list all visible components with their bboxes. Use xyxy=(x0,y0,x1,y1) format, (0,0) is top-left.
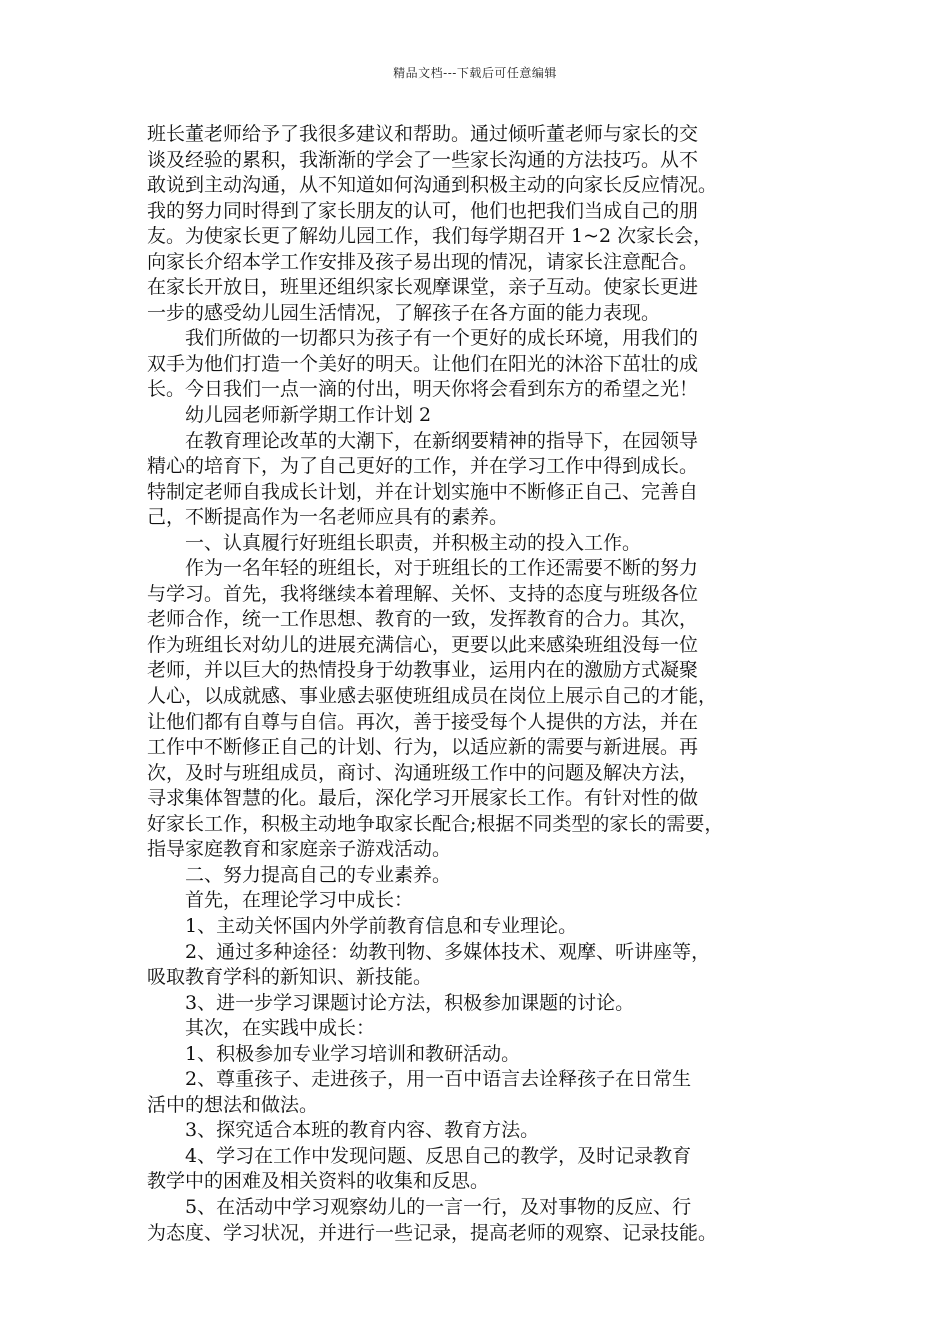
section-heading: 二、努力提高自己的专业素养。 xyxy=(147,863,452,886)
document-body xyxy=(147,122,823,1246)
text-line: 在教育理论改革的大潮下，在新纲要精神的指导下，在园领导 xyxy=(147,429,699,452)
text-line: 寻求集体智慧的化。最后，深化学习开展家长工作。有针对性的做 xyxy=(147,787,699,810)
text-line: 友。为使家长更了解幼儿园工作，我们每学期召开 1~2 次家长会， xyxy=(147,225,713,248)
text-line: 吸取教育学科的新知识、新技能。 xyxy=(147,966,433,989)
text-line: 在家长开放日，班里还组织家长观摩课堂，亲子互动。使家长更进 xyxy=(147,276,699,299)
text-line: 谈及经验的累积，我渐渐的学会了一些家长沟通的方法技巧。从不 xyxy=(147,148,699,171)
text-line: 老师，并以巨大的热情投身于幼教事业，运用内在的激励方式凝聚 xyxy=(147,659,699,682)
page-header: 精品文档---下载后可任意编辑 xyxy=(393,66,557,80)
text-line: 长。今日我们一点一滴的付出，明天你将会看到东方的希望之光！ xyxy=(147,378,699,401)
text-line: 好家长工作，积极主动地争取家长配合;根据不同类型的家长的需要， xyxy=(147,812,724,835)
text-line: 作为班组长对幼儿的进展充满信心，更要以此来感染班组没每一位 xyxy=(147,633,699,656)
text-line: 其次，在实践中成长： xyxy=(147,1017,376,1040)
list-item: 1、积极参加专业学习培训和教研活动。 xyxy=(147,1042,521,1065)
text-line: 次，及时与班组成员，商讨、沟通班级工作中的问题及解决方法， xyxy=(147,761,699,784)
list-item: 3、探究适合本班的教育内容、教育方法。 xyxy=(147,1119,540,1142)
text-line: 教学中的困难及相关资料的收集和反思。 xyxy=(147,1170,490,1193)
text-line: 让他们都有自尊与自信。再次，善于接受每个人提供的方法，并在 xyxy=(147,710,699,733)
text-line: 我的努力同时得到了家长朋友的认可，他们也把我们当成自己的朋 xyxy=(147,199,699,222)
list-item: 4、学习在工作中发现问题、反思自己的教学，及时记录教育 xyxy=(147,1144,692,1167)
list-item: 2、通过多种途径：幼教刊物、多媒体技术、观摩、听讲座等， xyxy=(147,940,711,963)
list-item: 1、主动关怀国内外学前教育信息和专业理论。 xyxy=(147,914,578,937)
text-line: 己，不断提高作为一名老师应具有的素养。 xyxy=(147,506,509,529)
text-line: 班长董老师给予了我很多建议和帮助。通过倾听董老师与家长的交 xyxy=(147,123,699,145)
text-line: 首先，在理论学习中成长： xyxy=(147,889,414,912)
text-line: 活中的想法和做法。 xyxy=(147,1093,319,1116)
text-line: 为态度、学习状况，并进行一些记录，提高老师的观察、记录技能。 xyxy=(147,1221,718,1244)
text-line: 作为一名年轻的班组长，对于班组长的工作还需要不断的努力 xyxy=(147,557,699,580)
list-item: 2、尊重孩子、走进孩子，用一百中语言去诠释孩子在日常生 xyxy=(147,1068,692,1091)
section-heading: 一、认真履行好班组长职责，并积极主动的投入工作。 xyxy=(147,531,642,554)
text-line: 我们所做的一切都只为孩子有一个更好的成长环境，用我们的 xyxy=(147,327,699,350)
text-line: 指导家庭教育和家庭亲子游戏活动。 xyxy=(147,838,452,861)
text-line: 双手为他们打造一个美好的明天。让他们在阳光的沐浴下茁壮的成 xyxy=(147,352,699,375)
list-item: 5、在活动中学习观察幼儿的一言一行，及对事物的反应、行 xyxy=(147,1195,692,1218)
section-heading: 幼儿园老师新学期工作计划 2 xyxy=(147,404,432,427)
text-line: 一步的感受幼儿园生活情况，了解孩子在各方面的能力表现。 xyxy=(147,301,661,324)
text-line: 敢说到主动沟通，从不知道如何沟通到积极主动的向家长反应情况。 xyxy=(147,174,718,197)
text-line: 精心的培育下，为了自己更好的工作，并在学习工作中得到成长。 xyxy=(147,455,699,478)
text-line: 与学习。首先，我将继续本着理解、关怀、支持的态度与班级各位 xyxy=(147,582,699,605)
list-item: 3、进一步学习课题讨论方法，积极参加课题的讨论。 xyxy=(147,991,635,1014)
text-line: 工作中不断修正自己的计划、行为，以适应新的需要与新进展。再 xyxy=(147,736,699,759)
text-line: 老师合作，统一工作思想、教育的一致，发挥教育的合力。其次， xyxy=(147,608,699,631)
text-line: 特制定老师自我成长计划，并在计划实施中不断修正自己、完善自 xyxy=(147,480,699,503)
text-line: 人心，以成就感、事业感去驱使班组成员在岗位上展示自己的才能， xyxy=(147,685,718,708)
text-line: 向家长介绍本学工作安排及孩子易出现的情况，请家长注意配合。 xyxy=(147,250,699,273)
